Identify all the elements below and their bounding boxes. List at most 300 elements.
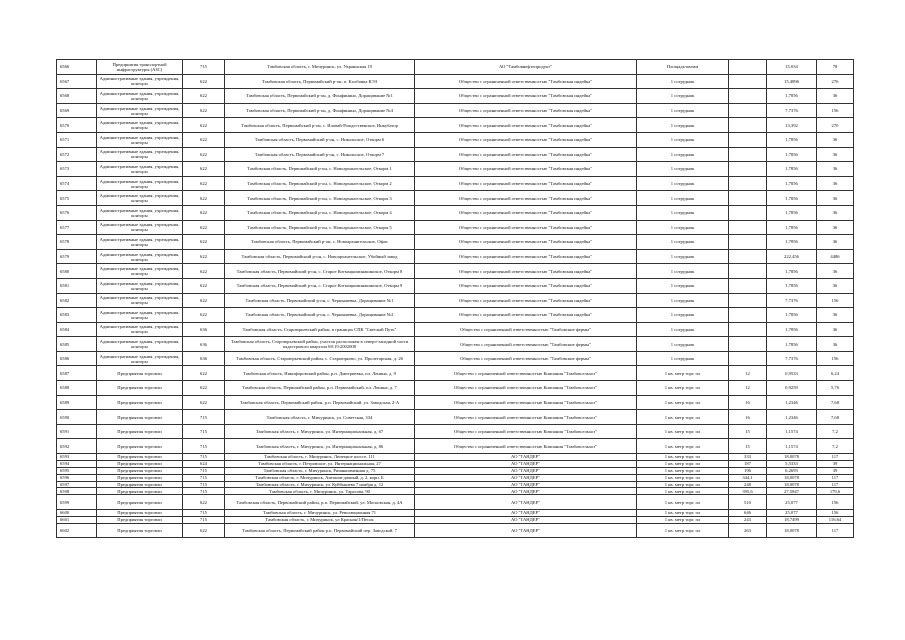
- code-cell: 636: [183, 337, 225, 352]
- code-cell: 715: [183, 516, 225, 523]
- quantity-cell: [729, 191, 767, 206]
- table-row: [57, 516, 854, 523]
- volume-cell: 1,7856: [767, 278, 817, 293]
- row-number-cell: 6583: [57, 308, 97, 323]
- organization-cell: АО "ТАНДЕР": [415, 495, 637, 510]
- table-row: [57, 278, 854, 293]
- unit-cell: 1 кв. метр торг. пл: [637, 460, 729, 467]
- mass-cell: 6,24: [817, 366, 854, 381]
- row-number-cell: 6577: [57, 220, 97, 235]
- table-row: [57, 395, 854, 410]
- unit-cell: 1 кв. метр торг. пл: [637, 439, 729, 454]
- volume-cell: 1,7856: [767, 205, 817, 220]
- unit-cell: 1 сотрудник: [637, 103, 729, 118]
- mass-cell: 4486: [817, 249, 854, 264]
- quantity-cell: 12: [729, 381, 767, 396]
- quantity-cell: [729, 89, 767, 104]
- volume-cell: 1,2346: [767, 410, 817, 425]
- code-cell: 622: [183, 103, 225, 118]
- unit-cell: 1 кв. метр торг. пл: [637, 509, 729, 516]
- unit-cell: 1 кв. метр торг. пл: [637, 523, 729, 538]
- volume-cell: 27,5847: [767, 488, 817, 495]
- volume-cell: 18,0078: [767, 523, 817, 538]
- unit-cell: 1 сотрудник: [637, 293, 729, 308]
- mass-cell: 7,2: [817, 439, 854, 454]
- row-number-cell: 6578: [57, 235, 97, 250]
- address-cell: Тамбовская область, Первомайский район р.п. Первомайский пер. Заводской, 7: [225, 523, 415, 538]
- category-cell: Административные здания, учреждения, конторы: [97, 264, 183, 279]
- organization-cell: Общество с ограниченной ответственностью "Тамбовская индейка": [415, 103, 637, 118]
- code-cell: 636: [183, 351, 225, 366]
- address-cell: Тамбовская область, г. Мичуринск, ул. Тарасова, 90: [225, 488, 415, 495]
- volume-cell: 222,456: [767, 249, 817, 264]
- volume-cell: 5,5333: [767, 460, 817, 467]
- address-cell: Тамбовская область, Первомайский район, р.п. Первомайский, пл. Ленина, д. 7: [225, 381, 415, 396]
- mass-cell: 39: [817, 467, 854, 474]
- volume-cell: 1,7856: [767, 308, 817, 323]
- category-cell: Предприятия торговли: [97, 495, 183, 510]
- code-cell: 622: [183, 249, 225, 264]
- row-number-cell: 6572: [57, 147, 97, 162]
- address-cell: Тамбовская область, г. Петровское, ул. Интернациональная, 27: [225, 460, 415, 467]
- volume-cell: 18,0078: [767, 474, 817, 481]
- category-cell: Предприятия торговли: [97, 509, 183, 516]
- category-cell: Предприятия торговли: [97, 439, 183, 454]
- volume-cell: 18,7499: [767, 516, 817, 523]
- code-cell: 622: [183, 495, 225, 510]
- volume-cell: 1,7856: [767, 337, 817, 352]
- unit-cell: 1 кв. метр торг. пл: [637, 410, 729, 425]
- volume-cell: 13,392: [767, 118, 817, 133]
- volume-cell: 15.034: [767, 60, 817, 75]
- row-number-cell: 6584: [57, 322, 97, 337]
- quantity-cell: [729, 162, 767, 177]
- table-row: [57, 235, 854, 250]
- table-row: [57, 439, 854, 454]
- address-cell: Тамбовская область, Первомайский р-он, с. Никольское, Откорм 6: [225, 132, 415, 147]
- category-cell: Административные здания, учреждения, конторы: [97, 278, 183, 293]
- mass-cell: 7,68: [817, 395, 854, 410]
- organization-cell: Общество с ограниченной ответственностью Компания "Тамбовсельхоз": [415, 366, 637, 381]
- table-row: [57, 410, 854, 425]
- quantity-cell: 510: [729, 495, 767, 510]
- table-row: [57, 488, 854, 495]
- organization-cell: Общество с ограниченной ответственностью "Тамбовская индейка": [415, 264, 637, 279]
- table-row: [57, 351, 854, 366]
- category-cell: Административные здания, учреждения, конторы: [97, 103, 183, 118]
- volume-cell: 1,7856: [767, 322, 817, 337]
- table-row: [57, 322, 854, 337]
- organization-cell: Общество с ограниченной ответственностью "Тамбовская индейка": [415, 132, 637, 147]
- category-cell: Административные здания, учреждения, конторы: [97, 235, 183, 250]
- quantity-cell: 248: [729, 481, 767, 488]
- row-number-cell: 6582: [57, 293, 97, 308]
- mass-cell: 7,68: [817, 410, 854, 425]
- address-cell: Тамбовская область, г. Мичуринск, ул. Интернациональная, д. 67: [225, 424, 415, 439]
- volume-cell: 1,2346: [767, 395, 817, 410]
- quantity-cell: 646: [729, 509, 767, 516]
- organization-cell: Общество с ограниченной ответственностью "Тамбовская индейка": [415, 278, 637, 293]
- organization-cell: Общество с ограниченной ответственностью "Тамбовская индейка": [415, 147, 637, 162]
- table-row: [57, 293, 854, 308]
- row-number-cell: 6602: [57, 523, 97, 538]
- unit-cell: 1 сотрудник: [637, 89, 729, 104]
- address-cell: Тамбовская область, Староюрьевский район, с. Староюрьево, ул. Пролетарская, д. 26: [225, 351, 415, 366]
- row-number-cell: 6597: [57, 481, 97, 488]
- address-cell: Тамбовская область, Первомайский р-он, д. Фонфинино, Доращивание №4: [225, 103, 415, 118]
- unit-cell: 1 сотрудник: [637, 235, 729, 250]
- row-number-cell: 6571: [57, 132, 97, 147]
- row-number-cell: 6601: [57, 516, 97, 523]
- category-cell: Административные здания, учреждения, конторы: [97, 205, 183, 220]
- mass-cell: 156: [817, 103, 854, 118]
- quantity-cell: [729, 337, 767, 352]
- row-number-cell: 6576: [57, 205, 97, 220]
- organization-cell: Общество с ограниченной ответственностью Компания "Тамбовсельхоз": [415, 410, 637, 425]
- quantity-cell: 395,6: [729, 488, 767, 495]
- unit-cell: 1 сотрудник: [637, 351, 729, 366]
- category-cell: Предприятия торговли: [97, 381, 183, 396]
- quantity-cell: [729, 118, 767, 133]
- code-cell: 715: [183, 454, 225, 461]
- unit-cell: 1 сотрудник: [637, 205, 729, 220]
- row-number-cell: 6591: [57, 424, 97, 439]
- address-cell: Тамбовская область, г. Мичуринск, Антонов-дачный, д. 2, корп. Б: [225, 474, 415, 481]
- volume-cell: 25,077: [767, 509, 817, 516]
- unit-cell: 1 сотрудник: [637, 278, 729, 293]
- row-number-cell: 6574: [57, 176, 97, 191]
- category-cell: Административные здания, учреждения, конторы: [97, 351, 183, 366]
- unit-cell: 1 кв. метр торг. пл: [637, 381, 729, 396]
- code-cell: 622: [183, 293, 225, 308]
- unit-cell: 1 кв. метр торг. пл: [637, 454, 729, 461]
- category-cell: Административные здания, учреждения, конторы: [97, 191, 183, 206]
- volume-cell: 1,7856: [767, 89, 817, 104]
- category-cell: Предприятия торговли: [97, 474, 183, 481]
- quantity-cell: 344,1: [729, 474, 767, 481]
- category-cell: Предприятия транспортной инфраструктуры (АЗС): [97, 60, 183, 75]
- unit-cell: 1 сотрудник: [637, 132, 729, 147]
- volume-cell: 18,0078: [767, 481, 817, 488]
- address-cell: Тамбовская область, г. Мичуринск, Рязанкоименная д. 75: [225, 467, 415, 474]
- table-body: [57, 60, 854, 538]
- row-number-cell: 6569: [57, 103, 97, 118]
- category-cell: Предприятия торговли: [97, 516, 183, 523]
- quantity-cell: 187: [729, 460, 767, 467]
- code-cell: 715: [183, 481, 225, 488]
- mass-cell: 7,2: [817, 424, 854, 439]
- mass-cell: 36: [817, 235, 854, 250]
- mass-cell: 156: [817, 509, 854, 516]
- organization-cell: АО "ТАНДЕР": [415, 460, 637, 467]
- code-cell: 622: [183, 132, 225, 147]
- table-row: [57, 191, 854, 206]
- volume-cell: 1,7856: [767, 191, 817, 206]
- row-number-cell: 6595: [57, 467, 97, 474]
- code-cell: 715: [183, 424, 225, 439]
- address-cell: Тамбовская область, г. Мичуринск, ул. Советская, 334: [225, 410, 415, 425]
- address-cell: Тамбовская область, г. Мичуринск, ул. Интернациональная, д. 86: [225, 439, 415, 454]
- row-number-cell: 6567: [57, 74, 97, 89]
- organization-cell: Общество с ограниченной ответственностью Компания "Тамбовсельхоз": [415, 381, 637, 396]
- code-cell: 622: [183, 89, 225, 104]
- row-number-cell: 6587: [57, 366, 97, 381]
- quantity-cell: [729, 278, 767, 293]
- mass-cell: 36: [817, 278, 854, 293]
- volume-cell: 0,9533: [767, 366, 817, 381]
- unit-cell: 1 кв. метр торг. пл: [637, 467, 729, 474]
- code-cell: 622: [183, 118, 225, 133]
- volume-cell: 7,7376: [767, 293, 817, 308]
- volume-cell: 1,7856: [767, 132, 817, 147]
- mass-cell: 156: [817, 293, 854, 308]
- organization-cell: АО "ТАНДЕР": [415, 474, 637, 481]
- category-cell: Административные здания, учреждения, конторы: [97, 176, 183, 191]
- quantity-cell: [729, 322, 767, 337]
- code-cell: 715: [183, 474, 225, 481]
- unit-cell: 1 кв. метр торг. пл: [637, 474, 729, 481]
- category-cell: Предприятия торговли: [97, 424, 183, 439]
- organization-cell: АО "ТАНДЕР": [415, 509, 637, 516]
- code-cell: 715: [183, 467, 225, 474]
- row-number-cell: 6570: [57, 118, 97, 133]
- organization-cell: АО "Тамбовнефтепродукт": [415, 60, 637, 75]
- table-row: [57, 132, 854, 147]
- mass-cell: 78: [817, 60, 854, 75]
- mass-cell: 36: [817, 337, 854, 352]
- organization-cell: АО "ТАНДЕР": [415, 481, 637, 488]
- volume-cell: 7,7376: [767, 103, 817, 118]
- row-number-cell: 6573: [57, 162, 97, 177]
- row-number-cell: 6589: [57, 395, 97, 410]
- address-cell: Тамбовская область, Первомайский район, р.п. Первомайский, ул. Московская, д. 4А: [225, 495, 415, 510]
- mass-cell: 36: [817, 322, 854, 337]
- organization-cell: Общество с ограниченной ответственностью "Тамбовская индейка": [415, 89, 637, 104]
- quantity-cell: [729, 249, 767, 264]
- code-cell: 622: [183, 381, 225, 396]
- mass-cell: 117: [817, 523, 854, 538]
- volume-cell: 1,1574: [767, 439, 817, 454]
- row-number-cell: 6599: [57, 495, 97, 510]
- code-cell: 622: [183, 205, 225, 220]
- table-row: [57, 460, 854, 467]
- category-cell: Административные здания, учреждения, конторы: [97, 322, 183, 337]
- registry-table: [56, 59, 854, 538]
- table-row: [57, 249, 854, 264]
- row-number-cell: 6579: [57, 249, 97, 264]
- code-cell: 715: [183, 488, 225, 495]
- row-number-cell: 6575: [57, 191, 97, 206]
- category-cell: Административные здания, учреждения, конторы: [97, 162, 183, 177]
- address-cell: Тамбовская область, Первомайский р-он, с. Старое Котмацкоминакинское, Откорм 8: [225, 264, 415, 279]
- table-row: [57, 74, 854, 89]
- category-cell: Административные здания, учреждения, конторы: [97, 337, 183, 352]
- row-number-cell: 6580: [57, 264, 97, 279]
- category-cell: Предприятия торговли: [97, 395, 183, 410]
- volume-cell: 1,7856: [767, 264, 817, 279]
- unit-cell: 1 сотрудник: [637, 176, 729, 191]
- address-cell: Тамбовская область, Первомайский р-он, с. Новоархангельское, Убойный завод: [225, 249, 415, 264]
- mass-cell: 36: [817, 205, 854, 220]
- category-cell: Предприятия торговли: [97, 366, 183, 381]
- code-cell: 622: [183, 176, 225, 191]
- mass-cell: 116,64: [817, 516, 854, 523]
- unit-cell: 1 сотрудник: [637, 118, 729, 133]
- address-cell: Тамбовская область, г. Мичуринск, Липецкое шоссе, 111: [225, 454, 415, 461]
- table-row: [57, 89, 854, 104]
- quantity-cell: 15: [729, 424, 767, 439]
- organization-cell: Общество с ограниченной ответственностью "Тамбовская индейка": [415, 176, 637, 191]
- quantity-cell: [729, 264, 767, 279]
- table-row: [57, 176, 854, 191]
- code-cell: 624: [183, 460, 225, 467]
- volume-cell: 18,0078: [767, 454, 817, 461]
- address-cell: Тамбовская область, Первомайский р-он, п. Kолбовка КЭЗ: [225, 74, 415, 89]
- address-cell: Тамбовская область, Староюрьевский район, в границах СПК "Светлый Путь": [225, 322, 415, 337]
- organization-cell: Общество с ограниченной ответственностью "Тамбовская индейка": [415, 205, 637, 220]
- quantity-cell: 12: [729, 366, 767, 381]
- mass-cell: 36: [817, 308, 854, 323]
- unit-cell: 1 кв. метр торг. пл: [637, 395, 729, 410]
- organization-cell: АО "ТАНДЕР": [415, 454, 637, 461]
- code-cell: 715: [183, 439, 225, 454]
- category-cell: Административные здания, учреждения, конторы: [97, 249, 183, 264]
- unit-cell: 1 сотрудник: [637, 220, 729, 235]
- volume-cell: 1,7856: [767, 147, 817, 162]
- mass-cell: 36: [817, 162, 854, 177]
- mass-cell: 156: [817, 495, 854, 510]
- table-row: [57, 454, 854, 461]
- table-row: [57, 523, 854, 538]
- row-number-cell: 6598: [57, 488, 97, 495]
- mass-cell: 36: [817, 191, 854, 206]
- row-number-cell: 6594: [57, 460, 97, 467]
- organization-cell: Общество с ограниченной ответственностью Компания "Тамбовсельхоз": [415, 424, 637, 439]
- address-cell: Тамбовская область, Первомайский р-он, д. Фонфинино, Доращивание №1: [225, 89, 415, 104]
- volume-cell: 1,7856: [767, 220, 817, 235]
- mass-cell: 36: [817, 176, 854, 191]
- mass-cell: 5,76: [817, 381, 854, 396]
- code-cell: 622: [183, 235, 225, 250]
- category-cell: Предприятия торговли: [97, 488, 183, 495]
- address-cell: Тамбовская область, Первомайский р-он, с. Новоархангельское, Откорм 2: [225, 176, 415, 191]
- volume-cell: 1,7856: [767, 162, 817, 177]
- unit-cell: 1 сотрудник: [637, 162, 729, 177]
- quantity-cell: [729, 147, 767, 162]
- unit-cell: 1 кв. метр торг. пл: [637, 488, 729, 495]
- table-row: [57, 308, 854, 323]
- code-cell: 715: [183, 60, 225, 75]
- address-cell: Тамбовская область, г. Мичуринск, ул. Украинская 19: [225, 60, 415, 75]
- address-cell: Тамбовская область, г. Мичуринск, ул. Куйбышева 7 ноября д. 12: [225, 481, 415, 488]
- code-cell: 715: [183, 410, 225, 425]
- volume-cell: 25,077: [767, 495, 817, 510]
- mass-cell: 36: [817, 264, 854, 279]
- category-cell: Административные здания, учреждения, конторы: [97, 89, 183, 104]
- code-cell: 622: [183, 74, 225, 89]
- unit-cell: 1 сотрудник: [637, 308, 729, 323]
- unit-cell: 1 сотрудник: [637, 74, 729, 89]
- code-cell: 715: [183, 509, 225, 516]
- category-cell: Предприятия торговли: [97, 454, 183, 461]
- unit-cell: 1 сотрудник: [637, 322, 729, 337]
- table-row: [57, 162, 854, 177]
- address-cell: Тамбовская область, Первомайский р-он, с. Новоархангельское, Откорм 3: [225, 191, 415, 206]
- table-row: [57, 264, 854, 279]
- table-row: [57, 381, 854, 396]
- quantity-cell: 333: [729, 454, 767, 461]
- address-cell: Тамбовская область, Первомайский р-он, с. Старое Котмацкоминакинское, Откорм 9: [225, 278, 415, 293]
- address-cell: Тамбовская область, Первомайский р-он, с. Новоархангельское, Откорм 5: [225, 220, 415, 235]
- quantity-cell: [729, 132, 767, 147]
- code-cell: 636: [183, 322, 225, 337]
- mass-cell: 36: [817, 220, 854, 235]
- volume-cell: 1,7856: [767, 235, 817, 250]
- quantity-cell: [729, 205, 767, 220]
- category-cell: Административные здания, учреждения, конторы: [97, 220, 183, 235]
- unit-cell: 1 кв. метр торг. пл: [637, 516, 729, 523]
- category-cell: Предприятия торговли: [97, 410, 183, 425]
- table-row: [57, 60, 854, 75]
- table-row: [57, 366, 854, 381]
- address-cell: Тамбовская область, Староюрьевский район, участок расположен в северо-западной части кадастрового квартала 68:19:2002008: [225, 337, 415, 352]
- mass-cell: 36: [817, 89, 854, 104]
- table-row: [57, 509, 854, 516]
- organization-cell: Общество с ограниченной ответственностью "Тамбовские фермы": [415, 351, 637, 366]
- address-cell: Тамбовская область, г. Мичуринск, ул. Революционная 71: [225, 509, 415, 516]
- code-cell: 622: [183, 162, 225, 177]
- table-row: [57, 205, 854, 220]
- organization-cell: Общество с ограниченной ответственностью "Тамбовская индейка": [415, 74, 637, 89]
- unit-cell: 1 сотрудник: [637, 264, 729, 279]
- table-row: [57, 474, 854, 481]
- organization-cell: АО "ТАНДЕР": [415, 488, 637, 495]
- organization-cell: Общество с ограниченной ответственностью "Тамбовская индейка": [415, 118, 637, 133]
- table-row: [57, 467, 854, 474]
- unit-cell: 1 кв. метр торг. пл: [637, 366, 729, 381]
- mass-cell: 117: [817, 454, 854, 461]
- code-cell: 622: [183, 308, 225, 323]
- organization-cell: АО "ТАНДЕР": [415, 523, 637, 538]
- organization-cell: Общество с ограниченной ответственностью "Тамбовская индейка": [415, 249, 637, 264]
- mass-cell: 179,6: [817, 488, 854, 495]
- address-cell: Тамбовская область, г. Мичуринск, ул Красная/1/Песок: [225, 516, 415, 523]
- quantity-cell: [729, 60, 767, 75]
- quantity-cell: 15: [729, 439, 767, 454]
- address-cell: Тамбовская область, Первомайский р-он, с. Никольское, Откорм 7: [225, 147, 415, 162]
- organization-cell: Общество с ограниченной ответственностью "Тамбовская индейка": [415, 293, 637, 308]
- organization-cell: Общество с ограниченной ответственностью Компания "Тамбовсельхоз": [415, 439, 637, 454]
- row-number-cell: 6588: [57, 381, 97, 396]
- row-number-cell: 6585: [57, 337, 97, 352]
- organization-cell: Общество с ограниченной ответственностью "Тамбовские фермы": [415, 322, 637, 337]
- quantity-cell: 16: [729, 395, 767, 410]
- volume-cell: 0,9259: [767, 381, 817, 396]
- table-row: [57, 495, 854, 510]
- code-cell: 622: [183, 523, 225, 538]
- quantity-cell: 263: [729, 523, 767, 538]
- volume-cell: 1,7856: [767, 176, 817, 191]
- organization-cell: Общество с ограниченной ответственностью "Тамбовская индейка": [415, 220, 637, 235]
- table-row: [57, 147, 854, 162]
- mass-cell: 117: [817, 481, 854, 488]
- code-cell: 622: [183, 264, 225, 279]
- address-cell: Тамбовская область, Первомайский р-он, с. Чернышевка, Доращивание №1: [225, 293, 415, 308]
- unit-cell: 1 сотрудник: [637, 147, 729, 162]
- address-cell: Тамбовская область, Первомайский р-он, с. Чернышевка, Доращивание №2: [225, 308, 415, 323]
- table-row: [57, 118, 854, 133]
- address-cell: Тамбовская область, Первомайский р-он, с. Новоархангельское, Откорм 1: [225, 162, 415, 177]
